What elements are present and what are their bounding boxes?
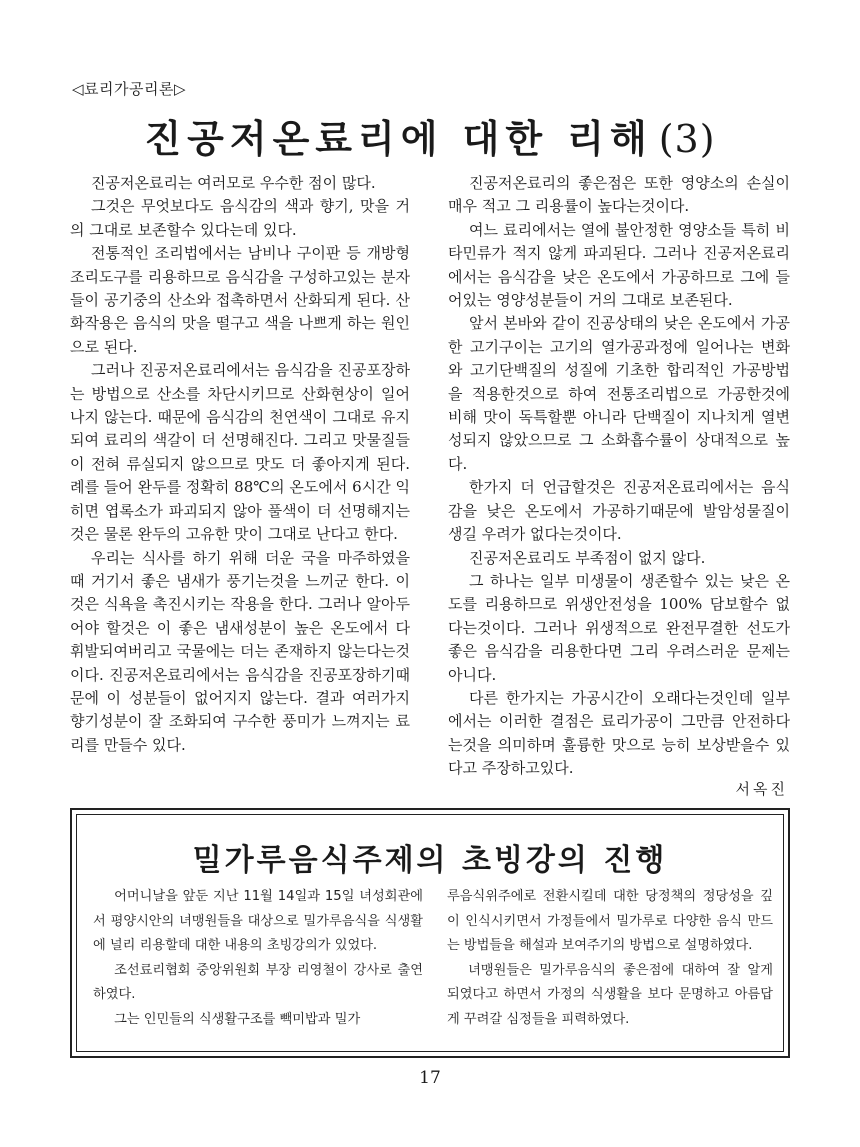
- news-box: [70, 808, 790, 1058]
- paragraph: 진공저온료리도 부족점이 없지 않다.: [469, 548, 706, 567]
- paragraph: 앞서 본바와 같이 진공상태의 낮은 온도에서 가공한 고기구이는 고기의 열가공과정에 일어나는 변화와 고기단백질의 성질에 기초한 합리적인 가공방법을 적용한것으로 하여 전통조리법으로 가공한것에 비해 맛이 독특할뿐 아니라 단백질이 지나치게 열변성되지 않았으므로 그 소화흡수률이 상대적으로 높다.: [448, 314, 790, 473]
- paragraph: 그것은 무엇보다도 음식감의 색과 향기, 맛을 거의 그대로 보존할수 있다는데 있다.: [70, 197, 410, 239]
- paragraph: 한가지 더 언급할것은 진공저온료리에서는 음식감을 낮은 온도에서 가공하기때문에 발암성물질이 생길 우려가 없다는것이다.: [448, 478, 790, 544]
- article-title-main: 진공저온료리에 대한 리해: [144, 117, 653, 161]
- news-box-column-right: [447, 885, 773, 1032]
- paragraph: 다른 한가지는 가공시간이 오래다는것인데 일부에서는 이러한 결점은 료리가공이 그만큼 안전하다는것을 의미하며 훌륭한 맛으로 능히 보상받을수 있다고 주장하고있다.: [448, 688, 790, 778]
- news-box-inner-frame: [76, 814, 784, 1052]
- paragraph: 조선료리협회 중앙위원회 부장 리영철이 강사로 출연하였다.: [93, 962, 423, 1002]
- paragraph: 녀맹원들은 밀가루음식의 좋은점에 대하여 잘 알게 되였다고 하면서 가정의 식생활을 보다 문명하고 아름답게 꾸려갈 심정들을 피력하였다.: [447, 962, 773, 1027]
- article-column-left: [70, 172, 410, 757]
- paragraph: 루음식위주에로 전환시킬데 대한 당정책의 정당성을 깊이 인식시키면서 가정들에서 밀가루로 다양한 음식 만드는 방법들을 해설과 보여주기의 방법으로 설명하였다.: [447, 889, 773, 953]
- news-box-column-left: [93, 885, 423, 1032]
- page-number: 17: [419, 1068, 441, 1088]
- paragraph: 전통적인 조리법에서는 남비나 구이판 등 개방형조리도구를 리용하므로 음식감을 구성하고있는 분자들이 공기중의 산소와 접촉하면서 산화되게 된다. 산화작용은 음식의 맛을 떨구고 색을 나쁘게 하는 원인으로 된다.: [70, 244, 410, 356]
- article-part-number: (3): [658, 117, 716, 161]
- article-title: [0, 108, 860, 163]
- section-category: ◁료리가공리론▷: [72, 80, 187, 98]
- paragraph: 그 하나는 일부 미생물이 생존할수 있는 낮은 온도를 리용하므로 위생안전성을 100% 담보할수 없다는것이다. 그러나 위생적으로 완전무결한 선도가 좋은 음식감을 리용한다면 그리 우려스러운 문제는 아니다.: [448, 571, 790, 684]
- paragraph: 우리는 식사를 하기 위해 더운 국을 마주하였을 때 거기서 좋은 냄새가 풍기는것을 느끼군 한다. 이것은 식욕을 촉진시키는 작용을 한다. 그러나 알아두어야 할것은 이 좋은 냄새성분이 높은 온도에서 다 휘발되여버리고 국물에는 더는 존재하지 않는다는것이다. 진공저온료리에서는 음식감을 진공포장하기때문에 이 성분들이 없어지지 않는다. 결과 여러가지 향기성분이 잘 조화되여 구수한 풍미가 느껴지는 료리를 만들수 있다.: [70, 548, 410, 754]
- paragraph: 진공저온료리는 여러모로 우수한 점이 많다.: [91, 174, 376, 192]
- paragraph: 어머니날을 앞둔 지난 11월 14일과 15일 녀성회관에서 평양시안의 녀맹원들을 대상으로 밀가루음식을 식생활에 널리 리용할데 대한 내용의 초빙강의가 있었다.: [93, 889, 423, 953]
- news-box-title: 밀가루음식주제의 초빙강의 진행: [192, 843, 668, 878]
- paragraph: 그는 인민들의 식생활구조를 빽미밥과 밀가: [114, 1011, 361, 1027]
- paragraph: 그러나 진공저온료리에서는 음식감을 진공포장하는 방법으로 산소를 차단시키므로 산화현상이 일어나지 않는다. 때문에 음식감의 천연색이 그대로 유지되여 료리의 색갈이 더 선명해진다. 그리고 맛물질들이 전혀 류실되지 않으므로 맛도 더 좋아지게 된다. 례를 들어 완두를 정확히 88℃의 온도에서 6시간 익히면 엽록소가 파괴되지 않아 풀색이 더 선명해지는것은 물론 완두의 고유한 맛이 그대로 난다고 한다.: [70, 361, 410, 544]
- paragraph: 진공저온료리의 좋은점은 또한 영양소의 손실이 매우 적고 그 리용률이 높다는것이다.: [448, 174, 790, 216]
- article-column-right: [448, 172, 790, 781]
- article-author: 서옥진: [735, 780, 788, 798]
- paragraph: 여느 료리에서는 열에 불안정한 영양소들 특히 비타민류가 적지 않게 파괴된다. 그러나 진공저온료리에서는 음식감을 낮은 온도에서 가공하므로 그에 들어있는 영양성분들이 거의 그대로 보존된다.: [448, 220, 790, 310]
